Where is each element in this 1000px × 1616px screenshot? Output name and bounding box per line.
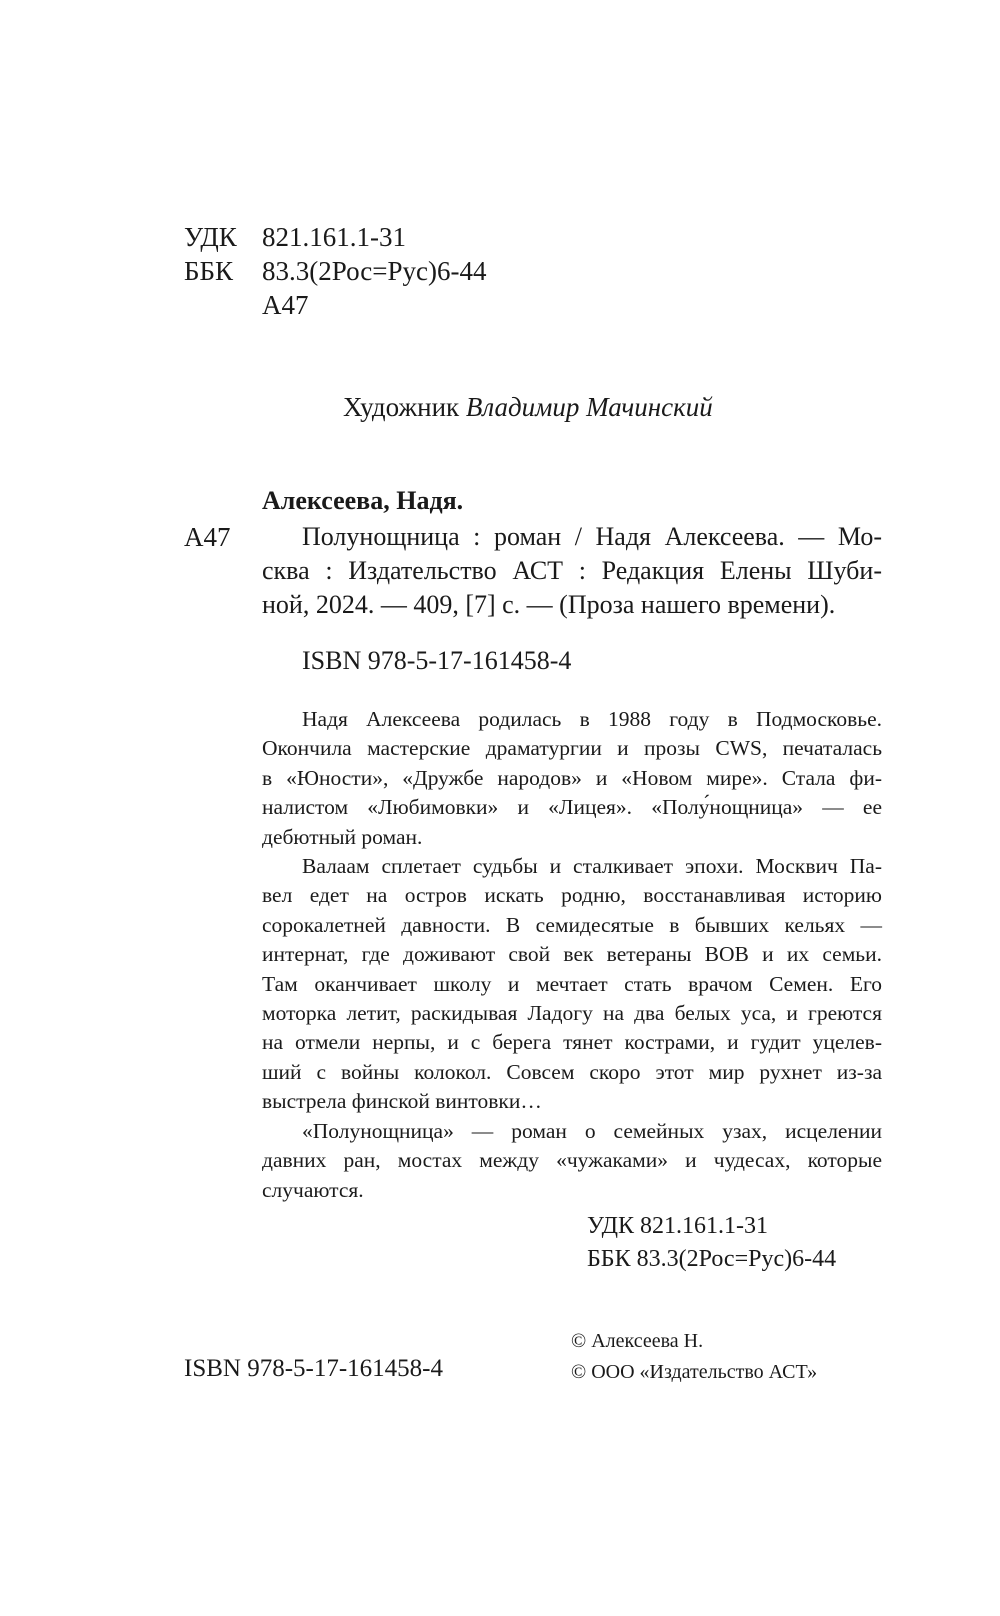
annotation-line: выстрела финской винтовки… [262, 1089, 542, 1114]
bottom-udk: УДК 821.161.1-31 [587, 1213, 768, 1239]
annotation-line: давних ран, мостах между «чужаками» и чудесах, которые [262, 1148, 882, 1173]
biblio-line: ной, 2024. — 409, [7] с. — (Проза нашего времени). [262, 590, 836, 619]
annotation-line: в «Юности», «Дружбе народов» и «Новом мире». Стала фи- [262, 765, 882, 790]
annotation-line: дебютный роман. [262, 824, 423, 849]
copyright-author: © Алексеева Н. [571, 1330, 704, 1352]
artist-credit [343, 392, 713, 423]
annotation-line: моторка летит, раскидывая Ладогу на два белых уса, и греются [262, 1001, 882, 1026]
annotation-line: ший с войны колокол. Совсем скоро этот мир рухнет из-за [262, 1059, 882, 1084]
annotation [262, 705, 882, 1205]
annotation-line: вел едет на остров искать родню, восстанавливая историю [262, 883, 882, 908]
artist-role: Художник [343, 392, 460, 422]
biblio-line: Полунощница : роман / Надя Алексеева. — Мо- [302, 522, 882, 551]
annotation-line: налистом «Любимовки» и «Лицея». «Полу́нощница» — ее [262, 795, 882, 820]
bbk-value: 83.3(2Рос=Рус)6-44 [262, 256, 487, 286]
annotation-line: «Полунощница» — роман о семейных узах, исцелении [302, 1118, 882, 1143]
artist-name: Владимир Мачинский [465, 392, 713, 422]
isbn-entry: ISBN 978-5-17-161458-4 [302, 646, 572, 675]
annotation-line: Надя Алексеева родилась в 1988 году в Подмосковье. [302, 707, 882, 731]
bbk-label: ББК [184, 256, 234, 286]
author-heading: Алексеева, Надя. [262, 486, 464, 515]
annotation-line: на отмели нерпы, и с берега тянет кострами, и гудит уцелев- [262, 1030, 882, 1055]
bottom-bbk: ББК 83.3(2Рос=Рус)6-44 [587, 1246, 837, 1272]
udk-label: УДК [184, 222, 237, 252]
annotation-line: Валаам сплетает судьбы и сталкивает эпохи. Москвич Па- [302, 854, 882, 879]
annotation-line: случаются. [262, 1177, 364, 1202]
annotation-line: Там оканчивает школу и мечтает стать врачом Семен. Его [262, 971, 882, 996]
copyright-publisher: © ООО «Издательство АСТ» [571, 1361, 818, 1383]
isbn-bottom: ISBN 978-5-17-161458-4 [184, 1355, 444, 1382]
annotation-line: Окончила мастерские драматургии и прозы CWS, печаталась [262, 736, 882, 761]
author-mark: А47 [262, 290, 309, 320]
annotation-line: интернат, где доживают свой век ветераны ВОВ и их семьи. [262, 942, 882, 967]
side-author-code: А47 [184, 522, 231, 552]
annotation-line: сорокалетней давности. В семидесятые в бывших кельях — [262, 912, 882, 937]
bibliographic-description [262, 520, 882, 622]
udk-value: 821.161.1-31 [262, 222, 406, 252]
biblio-line: сква : Издательство АСТ : Редакция Елены Шуби- [262, 556, 882, 585]
